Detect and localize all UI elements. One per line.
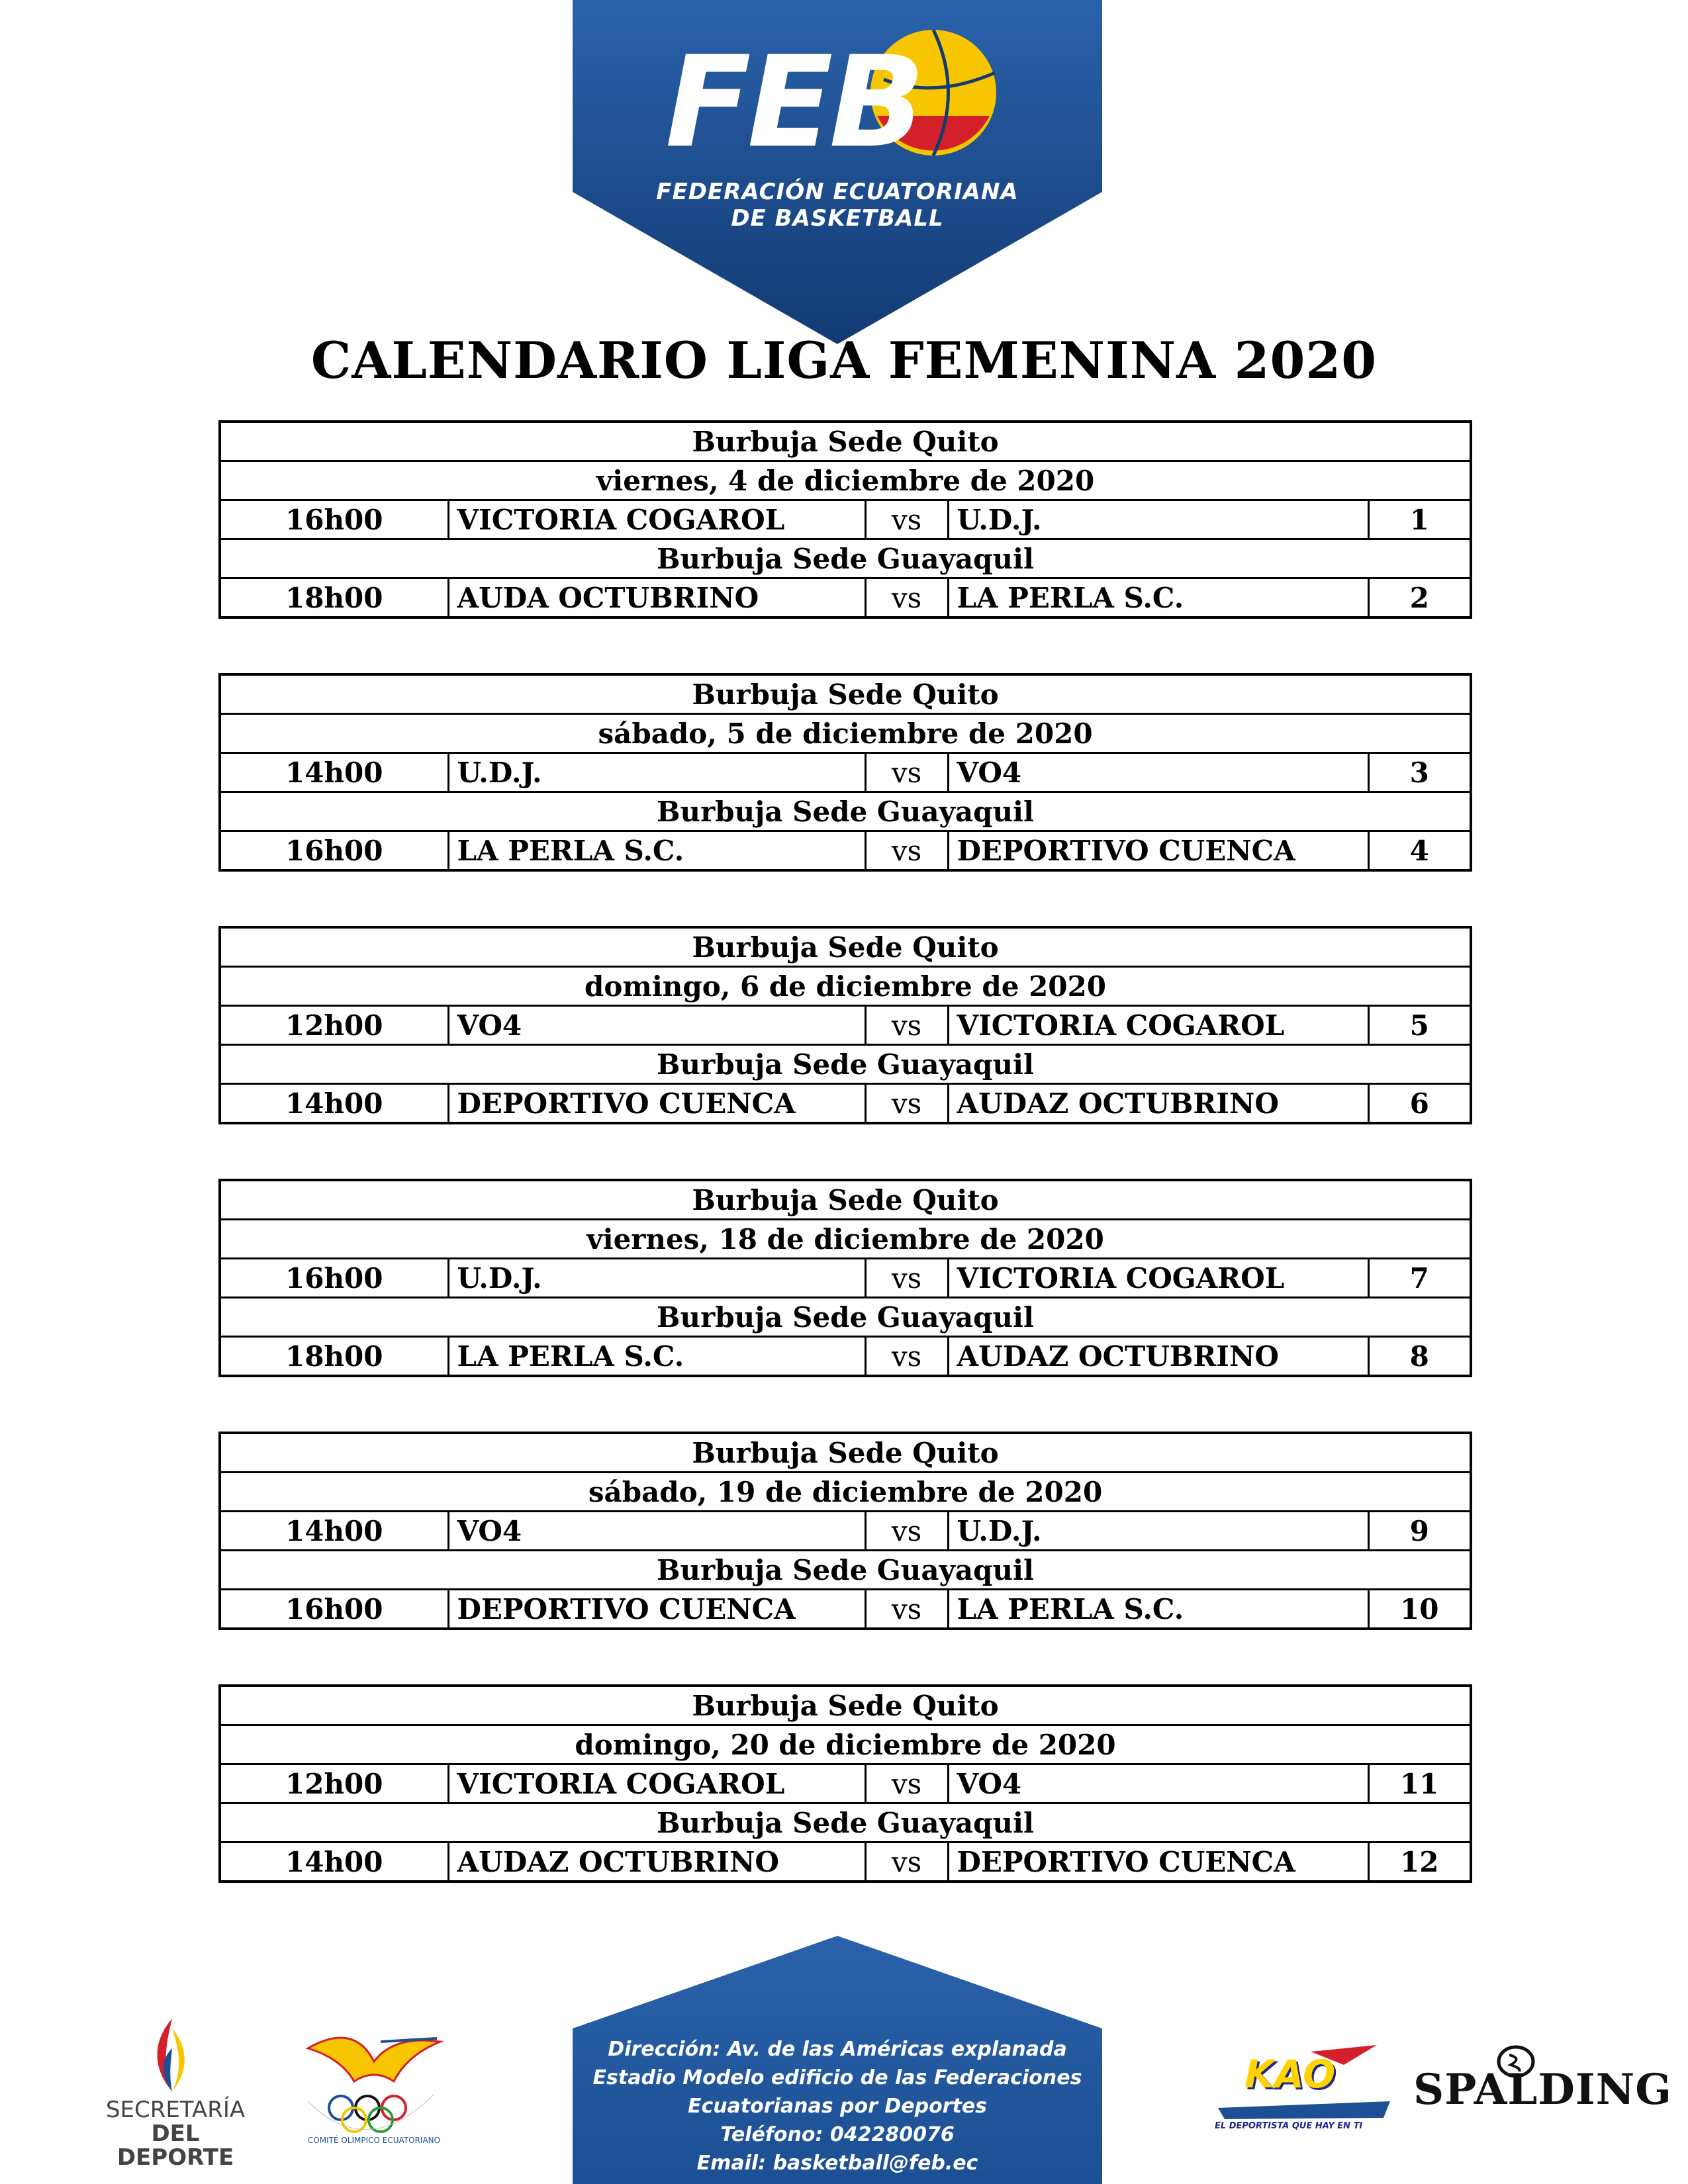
venue-guayaquil: Burbuja Sede Guayaquil — [220, 539, 1471, 578]
feb-logo-text: FEB — [665, 29, 921, 175]
feb-logo-shield — [573, 0, 1102, 344]
match-number: 6 — [1368, 1084, 1471, 1124]
schedule-table — [218, 926, 1472, 1124]
footer-address-line2: Estadio Modelo edificio de las Federaciones — [592, 2066, 1082, 2089]
venue-guayaquil: Burbuja Sede Guayaquil — [220, 1045, 1471, 1084]
vs-label: vs — [865, 1764, 948, 1803]
match-row — [220, 1084, 1471, 1124]
page-title: CALENDARIO LIGA FEMENINA 2020 — [310, 331, 1378, 390]
day-block — [218, 1432, 1470, 1630]
day-block — [218, 1179, 1470, 1377]
vs-label: vs — [865, 1512, 948, 1551]
match-row — [220, 753, 1471, 792]
match-row — [220, 1512, 1471, 1551]
home-team: U.D.J. — [448, 1259, 865, 1298]
venue-guayaquil: Burbuja Sede Guayaquil — [220, 1298, 1471, 1337]
home-team: AUDA OCTUBRINO — [448, 578, 865, 618]
match-number: 2 — [1368, 578, 1471, 618]
footer-address-line1: Dirección: Av. de las Américas explanada — [608, 2038, 1067, 2061]
match-time: 14h00 — [220, 753, 448, 792]
match-number: 1 — [1368, 500, 1471, 539]
away-team: U.D.J. — [948, 1512, 1368, 1551]
match-time: 14h00 — [220, 1084, 448, 1124]
vs-label: vs — [865, 1084, 948, 1124]
match-time: 14h00 — [220, 1843, 448, 1882]
away-team: LA PERLA S.C. — [948, 578, 1368, 618]
day-block — [218, 673, 1470, 872]
match-number: 4 — [1368, 831, 1471, 871]
match-time: 16h00 — [220, 1259, 448, 1298]
away-team: DEPORTIVO CUENCA — [948, 831, 1368, 871]
match-row — [220, 1843, 1471, 1882]
match-date: domingo, 6 de diciembre de 2020 — [220, 967, 1471, 1006]
kao-slogan: EL DEPORTISTA QUE HAY EN TI — [1215, 2121, 1363, 2131]
match-row — [220, 831, 1471, 871]
venue-quito: Burbuja Sede Quito — [220, 927, 1471, 967]
vs-label: vs — [865, 578, 948, 618]
match-number: 11 — [1368, 1764, 1471, 1803]
match-number: 10 — [1368, 1590, 1471, 1629]
home-team: VICTORIA COGAROL — [448, 500, 865, 539]
footer-contact — [573, 2035, 1102, 2177]
venue-quito: Burbuja Sede Quito — [220, 1433, 1471, 1473]
vs-label: vs — [865, 1006, 948, 1045]
vs-label: vs — [865, 500, 948, 539]
day-block — [218, 420, 1470, 619]
vs-label: vs — [865, 1590, 948, 1629]
match-row — [220, 1006, 1471, 1045]
secretaria-deporte-logo-icon — [132, 2015, 212, 2095]
away-team: VO4 — [948, 1764, 1368, 1803]
match-row — [220, 1259, 1471, 1298]
schedule-table — [218, 673, 1472, 872]
day-block — [218, 1684, 1470, 1883]
home-team: LA PERLA S.C. — [448, 831, 865, 871]
coe-text: COMITÉ OLÍMPICO ECUATORIANO — [307, 2136, 441, 2145]
match-time: 18h00 — [220, 1337, 448, 1377]
match-row — [220, 1764, 1471, 1803]
logo-subtitle-line1: FEDERACIÓN ECUATORIANA — [656, 179, 1019, 205]
kao-text: KAO — [1244, 2052, 1336, 2097]
match-date: sábado, 19 de diciembre de 2020 — [220, 1473, 1471, 1512]
match-row — [220, 1590, 1471, 1629]
home-team: DEPORTIVO CUENCA — [448, 1590, 865, 1629]
vs-label: vs — [865, 831, 948, 871]
match-row — [220, 1337, 1471, 1377]
match-time: 16h00 — [220, 500, 448, 539]
home-team: VO4 — [448, 1512, 865, 1551]
match-time: 18h00 — [220, 578, 448, 618]
home-team: VO4 — [448, 1006, 865, 1045]
match-date: viernes, 18 de diciembre de 2020 — [220, 1220, 1471, 1259]
schedule-table — [218, 1179, 1472, 1377]
venue-quito: Burbuja Sede Quito — [220, 1180, 1471, 1220]
footer-phone: Teléfono: 042280076 — [720, 2123, 955, 2146]
footer-email: Email: basketball@feb.ec — [696, 2152, 978, 2175]
away-team: AUDAZ OCTUBRINO — [948, 1084, 1368, 1124]
home-team: DEPORTIVO CUENCA — [448, 1084, 865, 1124]
match-date: sábado, 5 de diciembre de 2020 — [220, 714, 1471, 753]
match-number: 9 — [1368, 1512, 1471, 1551]
footer-address-line3: Ecuatorianas por Deportes — [687, 2095, 988, 2118]
schedule-table — [218, 1684, 1472, 1883]
match-time: 16h00 — [220, 831, 448, 871]
venue-guayaquil: Burbuja Sede Guayaquil — [220, 1803, 1471, 1843]
day-block — [218, 926, 1470, 1124]
vs-label: vs — [865, 1843, 948, 1882]
match-number: 8 — [1368, 1337, 1471, 1377]
match-time: 14h00 — [220, 1512, 448, 1551]
home-team: U.D.J. — [448, 753, 865, 792]
secretaria-line1: SECRETARÍA — [105, 2097, 246, 2123]
match-number: 7 — [1368, 1259, 1471, 1298]
coe-logo-icon — [295, 2022, 447, 2154]
vs-label: vs — [865, 753, 948, 792]
venue-quito: Burbuja Sede Quito — [220, 674, 1471, 714]
schedule-table — [218, 420, 1472, 619]
match-row — [220, 500, 1471, 539]
away-team: LA PERLA S.C. — [948, 1590, 1368, 1629]
away-team: VICTORIA COGAROL — [948, 1006, 1368, 1045]
secretaria-line2: DEL DEPORTE — [117, 2120, 234, 2171]
match-date: domingo, 20 de diciembre de 2020 — [220, 1725, 1471, 1764]
match-number: 5 — [1368, 1006, 1471, 1045]
venue-quito: Burbuja Sede Quito — [220, 422, 1471, 461]
secretaria-deporte-text — [96, 2098, 255, 2169]
match-time: 16h00 — [220, 1590, 448, 1629]
match-date: viernes, 4 de diciembre de 2020 — [220, 461, 1471, 500]
venue-quito: Burbuja Sede Quito — [220, 1686, 1471, 1725]
spalding-logo-text: SPALDING — [1413, 2065, 1672, 2115]
match-row — [220, 578, 1471, 618]
logo-subtitle-line2: DE BASKETBALL — [731, 205, 944, 232]
away-team: VO4 — [948, 753, 1368, 792]
match-time: 12h00 — [220, 1764, 448, 1803]
away-team: VICTORIA COGAROL — [948, 1259, 1368, 1298]
match-number: 3 — [1368, 753, 1471, 792]
home-team: AUDAZ OCTUBRINO — [448, 1843, 865, 1882]
away-team: AUDAZ OCTUBRINO — [948, 1337, 1368, 1377]
match-time: 12h00 — [220, 1006, 448, 1045]
home-team: LA PERLA S.C. — [448, 1337, 865, 1377]
venue-guayaquil: Burbuja Sede Guayaquil — [220, 1551, 1471, 1590]
vs-label: vs — [865, 1337, 948, 1377]
venue-guayaquil: Burbuja Sede Guayaquil — [220, 792, 1471, 831]
match-number: 12 — [1368, 1843, 1471, 1882]
away-team: DEPORTIVO CUENCA — [948, 1843, 1368, 1882]
schedule-table — [218, 1432, 1472, 1630]
away-team: U.D.J. — [948, 500, 1368, 539]
vs-label: vs — [865, 1259, 948, 1298]
home-team: VICTORIA COGAROL — [448, 1764, 865, 1803]
